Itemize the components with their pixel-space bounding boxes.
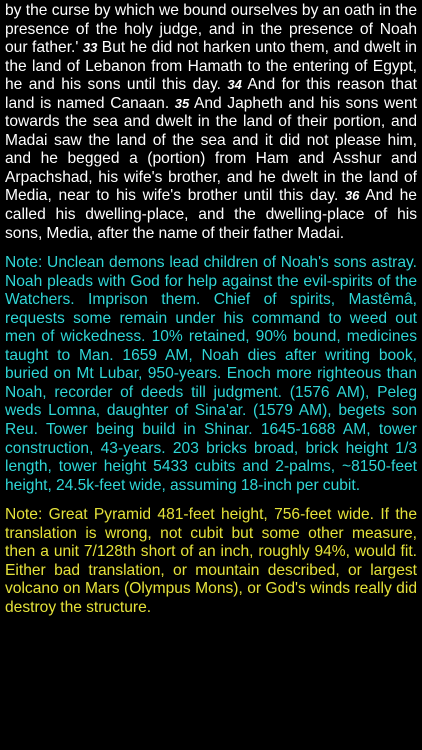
verse-number: 35 [174,95,190,111]
passage-text: by the curse by which we bound ourselves by an oath in the presence of the holy judge, and in the presence of Noah our father.' [5,2,417,57]
commentary-note-pyramid: Note: Great Pyramid 481-feet height, 756-feet wide. If the translation is wrong, not cubit but some other measure, then a unit 7/128th short of an inch, roughly 94%, would fit. Either bad translation, or mountain described, or largest volcano on Mars (Olympus Mons), or God's winds really did destroy the structure. [5,506,417,616]
verse-number: 36 [344,188,360,204]
verse-text: And for this reason that land is named Canaan. [5,76,417,112]
verse-text: And Japheth and his sons went towards the sea and dwelt in the land of their portion, and Madai saw the land of the sea and it did not please him, and he begged a (portion) from Ham and Asshur and Arpachshad, his wife's brother, and he dwelt in the land of Media, near to his wife's brother until this day. [5,94,417,205]
scripture-passage [5,2,417,243]
commentary-note-tower: Note: Unclean demons lead children of Noah's sons astray. Noah pleads with God for help against the evil-spirits of the Watchers. Imprison them. Chief of spirits, Mastêmâ, requests some remain under his command to weed out men of wickedness. 10% retained, 90% bound, medicines taught to Man. 1659 AM, Noah dies after writing book, buried on Mt Lubar, 950-years. Enoch more righteous than Noah, recorder of deeds till judgment. (1576 AM), Peleg weds Lomna, daughter of Sina'ar. (1579 AM), begets son Reu. Tower being build in Shinar. 1645-1688 AM, tower construction, 43-years. 203 bricks broad, brick height 1/3 length, tower height 5433 cubits and 2-palms, ~8150-feet height, 24.5k-feet wide, assuming 18-inch per cubit. [5,254,417,494]
verse-text: And he called his dwelling-place, and the dwelling-place of his sons, Media, after the name of their father Madai. [5,187,417,242]
verse-number: 33 [82,40,98,56]
verse-number: 34 [227,77,242,93]
verse-text: But he did not harken unto them, and dwelt in the land of Lebanon from Hamath to the entering of Egypt, he and his sons until this day. [5,39,417,94]
